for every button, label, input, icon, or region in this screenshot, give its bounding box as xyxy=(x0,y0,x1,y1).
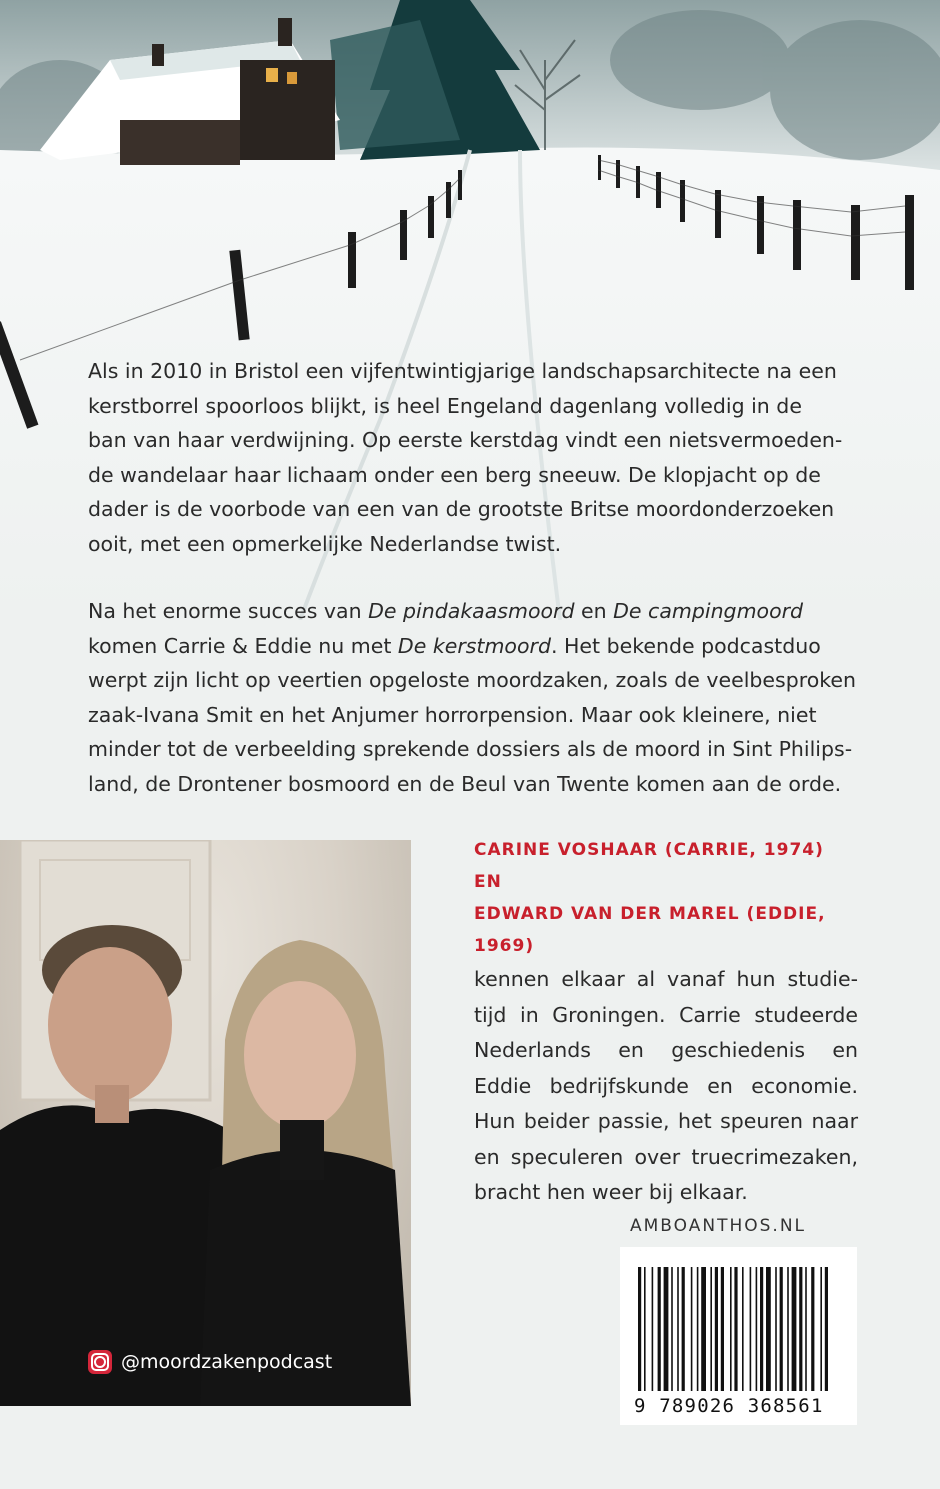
barcode-bar xyxy=(792,1267,797,1391)
blurb-paragraph-2 xyxy=(88,594,858,801)
book-title: De pindakaasmoord xyxy=(368,599,575,623)
author-bio: kennen elkaar al vanaf hun studie-tijd in Groningen. Carrie studeerde Nederlands en geschiedenis en Eddie bedrijfskunde en economie. Hun beider passie, het speuren naar en speculeren over truecrimezaken, bracht hen weer bij elkaar. xyxy=(474,967,858,1204)
blurb-line: Als in 2010 in Bristol een vijfentwintigjarige landschapsarchitecte na een xyxy=(88,359,837,383)
blurb-line: de wandelaar haar lichaam onder een berg sneeuw. De klopjacht op de xyxy=(88,462,821,487)
publisher-website[interactable]: AMBOANTHOS.NL xyxy=(630,1216,807,1236)
barcode-bar xyxy=(825,1267,828,1391)
barcode-bar xyxy=(750,1267,752,1391)
barcode-bar xyxy=(644,1267,646,1391)
blurb-line: ban van haar verdwijning. Op eerste kerstdag vindt een nietsvermoeden- xyxy=(88,428,843,452)
instagram-handle-text: @moordzakenpodcast xyxy=(121,1351,333,1373)
barcode-bar xyxy=(766,1267,771,1391)
barcode-bar xyxy=(775,1267,777,1391)
barcode-bar xyxy=(664,1267,669,1391)
blurb-text: . Het bekende podcastduo xyxy=(550,633,821,658)
barcode-bar xyxy=(721,1267,724,1391)
barcode-bar xyxy=(652,1267,654,1391)
blurb-text: Na het enorme succes van xyxy=(88,599,369,623)
barcode-bar xyxy=(697,1267,699,1391)
blurb-line: minder tot de verbeelding sprekende dossiers als de moord in Sint Philips- xyxy=(88,737,853,761)
blurb-line: kerstborrel spoorloos blijkt, is heel Engeland dagenlang volledig in de xyxy=(88,393,802,418)
barcode xyxy=(620,1247,857,1425)
author-photo xyxy=(0,840,411,1406)
author-heading-line: CARINE VOSHAAR (CARRIE, 1974) EN xyxy=(474,840,824,892)
isbn-number: 9 789026 368561 xyxy=(634,1395,824,1417)
barcode-bar xyxy=(742,1267,744,1391)
barcode-bar xyxy=(787,1267,789,1391)
blurb-text: en xyxy=(574,599,614,623)
barcode-bar xyxy=(677,1267,679,1391)
blurb-line: dader is de voorbode van een van de grootste Britse moordonderzoeken xyxy=(88,497,835,521)
book-title: De kerstmoord xyxy=(397,633,551,658)
barcode-bar xyxy=(701,1267,706,1391)
blurb-text: komen Carrie & Eddie nu met xyxy=(88,633,398,658)
barcode-bar xyxy=(799,1267,802,1391)
barcode-bar xyxy=(715,1267,718,1391)
barcode-bar xyxy=(780,1267,783,1391)
blurb-line: ooit, met een opmerkelijke Nederlandse twist. xyxy=(88,531,562,556)
barcode-bar xyxy=(730,1267,732,1391)
barcode-bar xyxy=(671,1267,673,1391)
barcode-bar xyxy=(811,1267,814,1391)
barcode-bar xyxy=(658,1267,661,1391)
barcode-bar xyxy=(710,1267,712,1391)
blurb-paragraph-1 xyxy=(88,354,858,561)
blurb-line: werpt zijn licht op veertien opgeloste moordzaken, zoals de veelbesproken xyxy=(88,668,856,692)
barcode-bar xyxy=(760,1267,763,1391)
instagram-icon xyxy=(88,1350,112,1374)
barcode-bar xyxy=(805,1267,807,1391)
barcode-bars xyxy=(638,1267,838,1391)
author-heading xyxy=(474,834,858,962)
barcode-bar xyxy=(638,1267,641,1391)
barcode-bar xyxy=(734,1267,737,1391)
barcode-bar xyxy=(691,1267,693,1391)
blurb-line: land, de Drontener bosmoord en de Beul van Twente komen aan de orde. xyxy=(88,771,842,796)
barcode-bar xyxy=(820,1267,822,1391)
blurb-line: zaak-Ivana Smit en het Anjumer horrorpension. Maar ook kleinere, niet xyxy=(88,702,817,727)
author-heading-line: EDWARD VAN DER MAREL (EDDIE, 1969) xyxy=(474,904,826,956)
instagram-handle[interactable] xyxy=(88,1350,332,1374)
author-section xyxy=(474,834,858,1211)
barcode-bar xyxy=(682,1267,685,1391)
barcode-bar xyxy=(756,1267,758,1391)
book-title: De campingmoord xyxy=(613,599,804,623)
